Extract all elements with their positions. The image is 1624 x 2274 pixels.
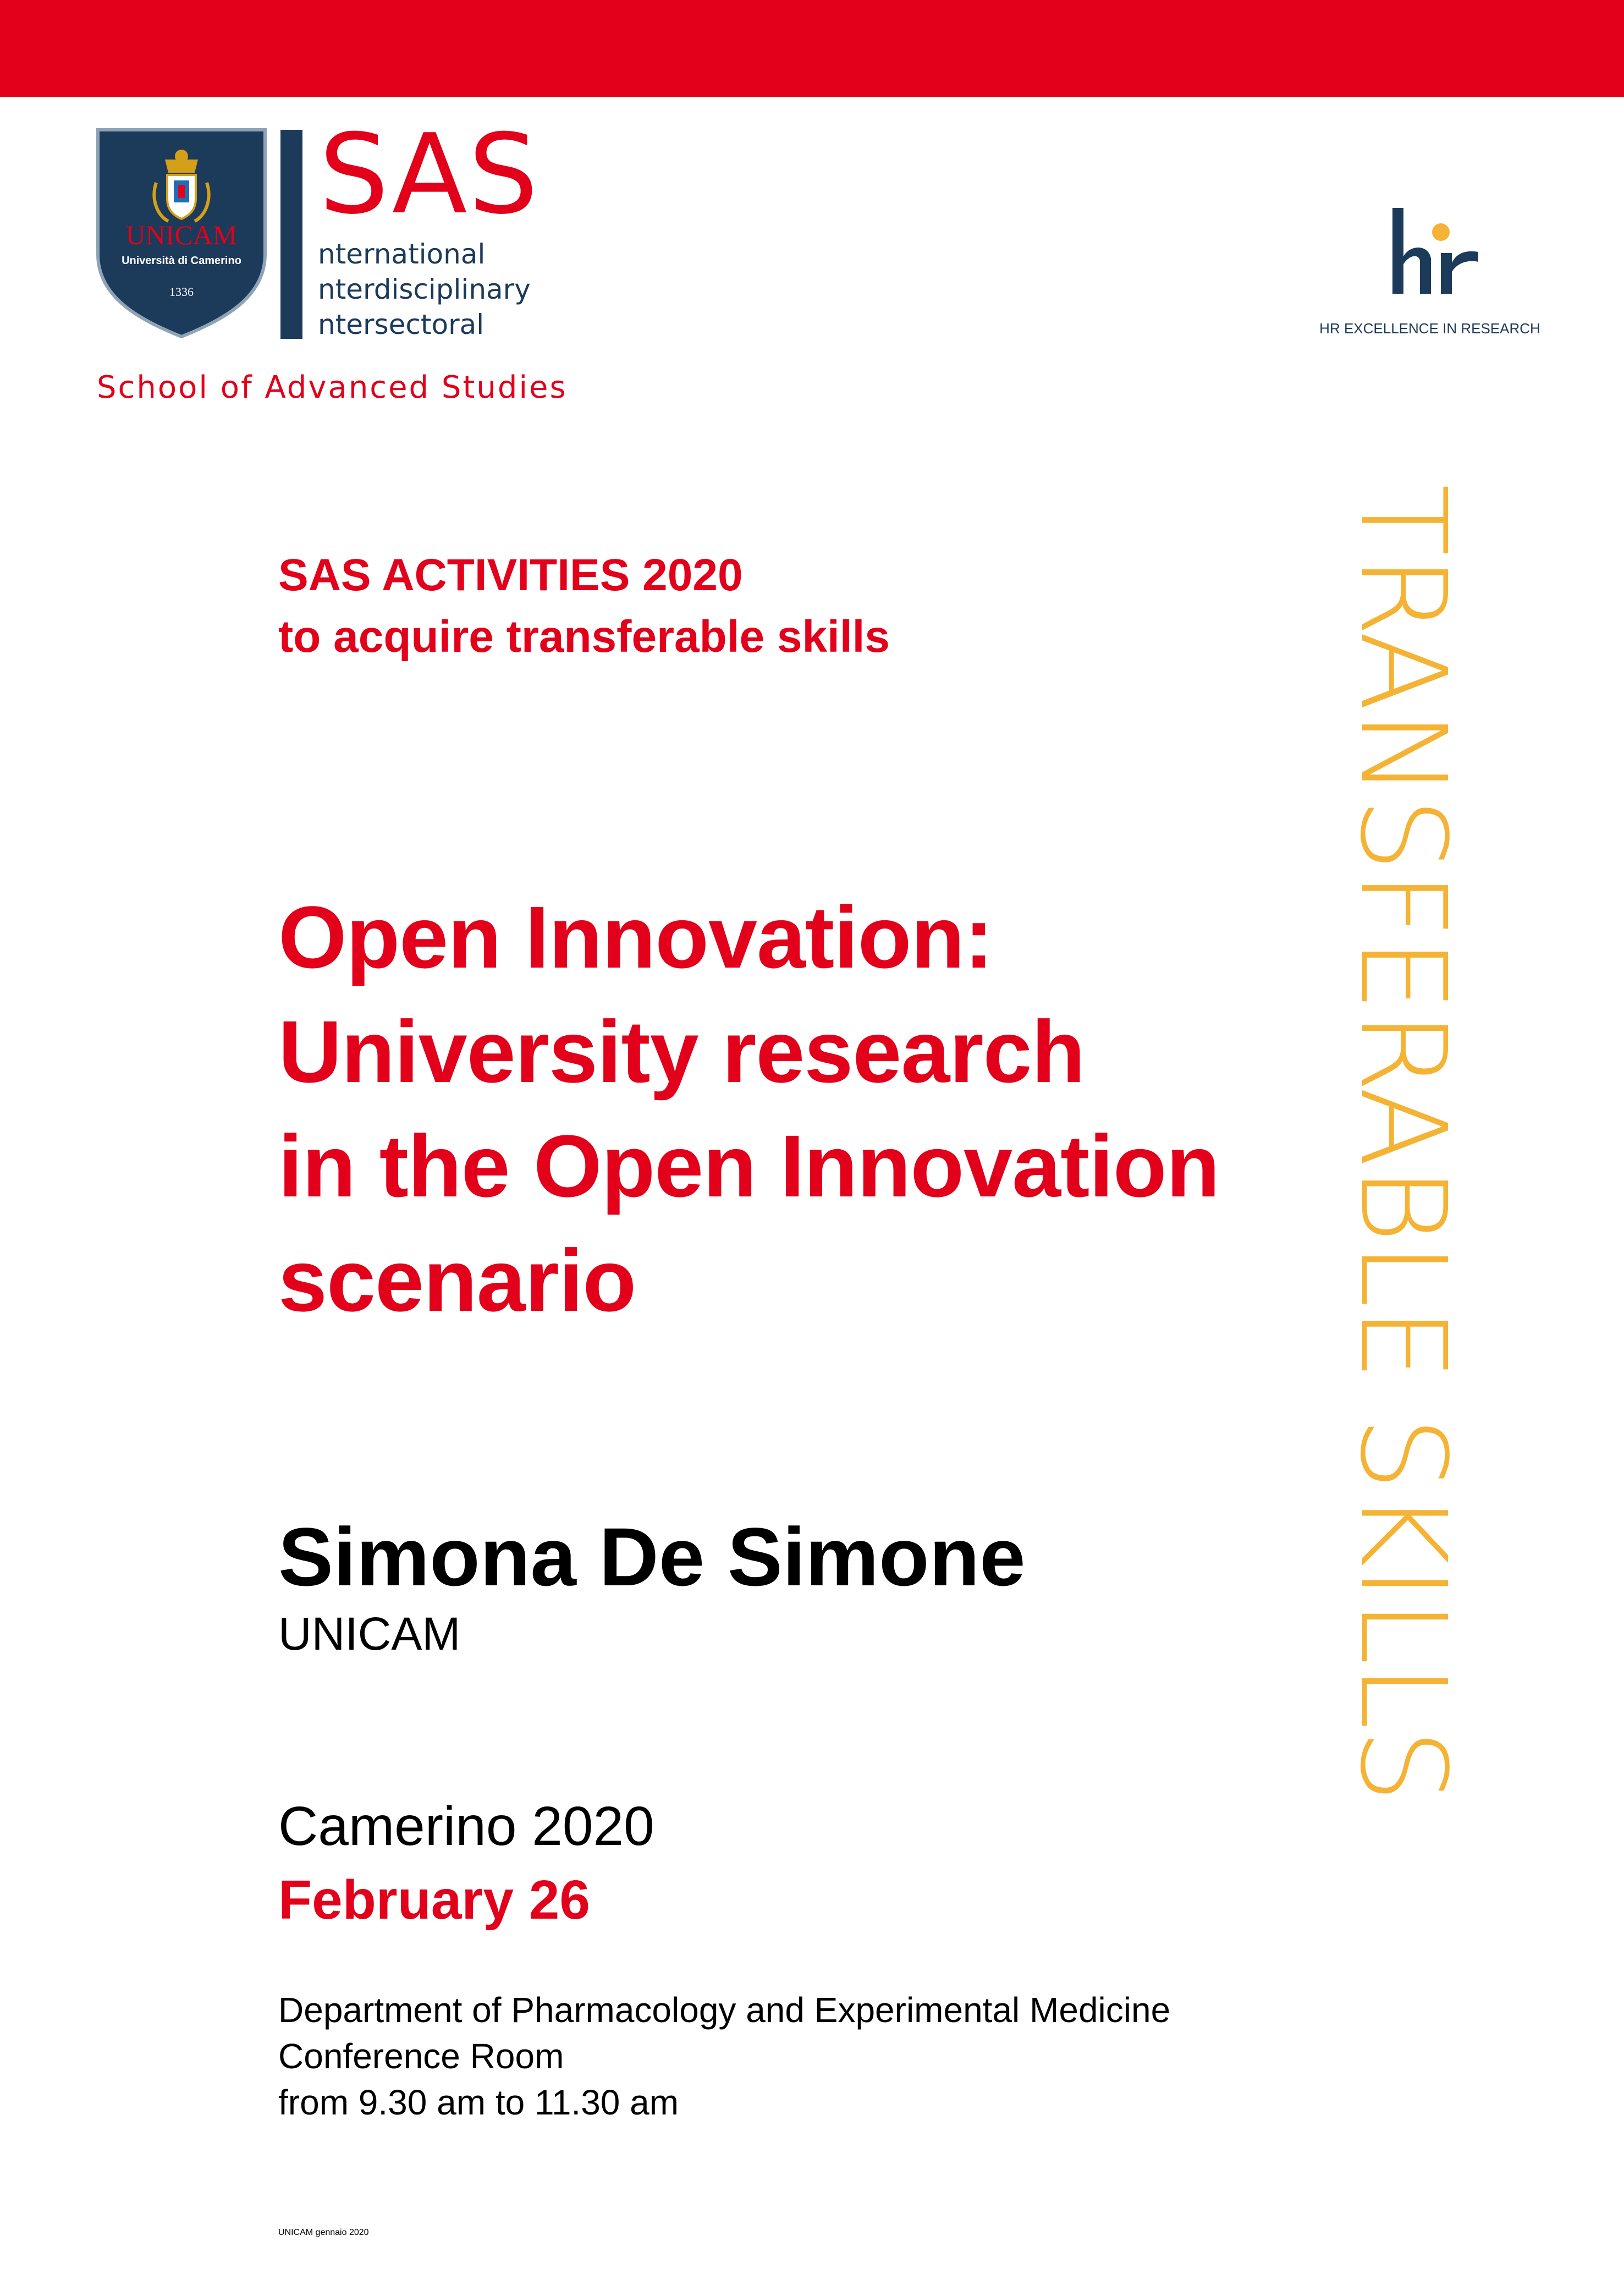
venue-line: from 9.30 am to 11.30 am xyxy=(278,2083,679,2122)
unicam-shield-logo xyxy=(96,128,267,339)
transferable-skills-vertical: TRANSFERABLE SKILLS xyxy=(1334,484,1471,1802)
title-line: scenario xyxy=(278,1231,636,1330)
unicam-subtitle: Università di Camerino xyxy=(122,255,241,267)
event-title xyxy=(278,880,1219,1338)
event-date: February 26 xyxy=(278,1869,590,1931)
title-line: in the Open Innovation xyxy=(278,1117,1220,1215)
title-line: University research xyxy=(278,1002,1085,1101)
activities-line-1: SAS ACTIVITIES 2020 xyxy=(278,550,743,600)
unicam-name: UNICAM xyxy=(125,219,238,250)
school-name: School of Advanced Studies xyxy=(97,370,568,405)
hr-excellence-logo xyxy=(1386,204,1485,303)
isas-line-1: nternational xyxy=(318,238,486,270)
venue-line: Conference Room xyxy=(278,2036,564,2076)
venue-line: Department of Pharmacology and Experimental Medicine xyxy=(278,1990,1171,2030)
speaker-name: Simona De Simone xyxy=(278,1510,1026,1603)
top-red-band xyxy=(0,0,1624,97)
hr-caption: HR EXCELLENCE IN RESEARCH xyxy=(1319,320,1540,337)
isas-line-2: nterdisciplinary xyxy=(318,273,531,305)
isas-i-stem xyxy=(280,130,302,339)
event-venue xyxy=(278,1987,1170,2125)
unicam-year: 1336 xyxy=(169,285,194,299)
footer-note: UNICAM gennaio 2020 xyxy=(278,2228,369,2237)
activities-heading xyxy=(278,545,890,668)
isas-tagline xyxy=(318,237,531,342)
speaker-affiliation: UNICAM xyxy=(278,1608,461,1660)
activities-line-2: to acquire transferable skills xyxy=(278,612,890,662)
isas-line-3: ntersectoral xyxy=(318,309,485,340)
isas-wordmark: SAS xyxy=(319,111,540,239)
title-line: Open Innovation: xyxy=(278,888,993,986)
hr-sun-icon xyxy=(1432,223,1450,241)
event-city-year: Camerino 2020 xyxy=(278,1795,654,1857)
